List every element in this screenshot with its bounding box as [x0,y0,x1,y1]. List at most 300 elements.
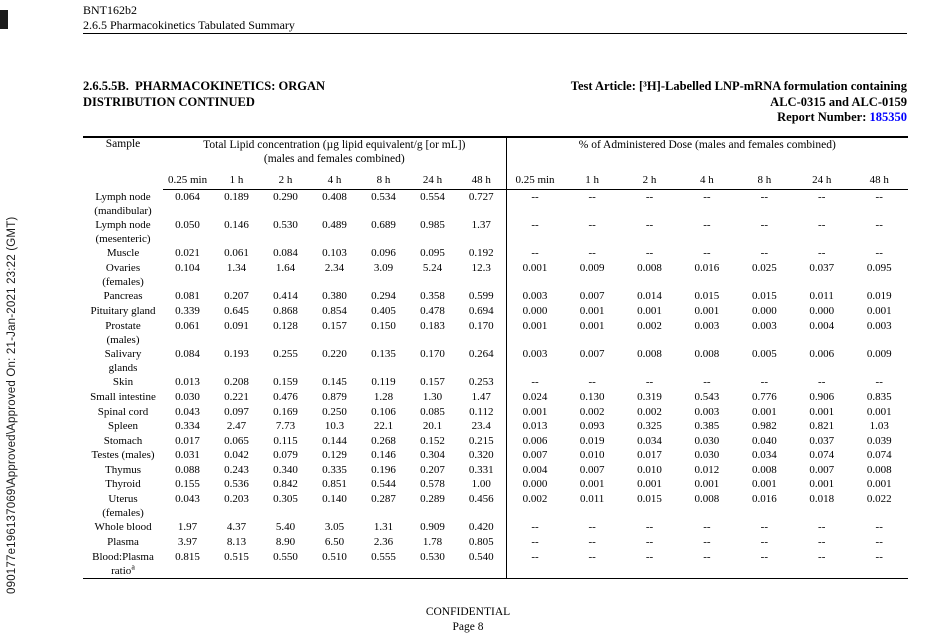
dose-value-cell: -- [588,376,596,389]
pharmacokinetics-table [83,136,908,579]
dose-value-cell: 0.004 [506,463,563,478]
dose-value-cell: 0.009 [579,261,605,274]
dose-value-cell: 0.039 [866,434,892,447]
time-column-header: 4 h [678,166,735,190]
lipid-value-cell: 1.28 [373,390,394,403]
sample-cell: Lymph node (mandibular) [94,190,152,217]
lipid-value-cell: 0.135 [371,347,396,360]
dose-value-cell: -- [588,218,596,231]
test-article-line2: ALC-0315 and ALC-0159 [770,94,907,109]
dose-value-cell: 0.034 [751,449,777,462]
sample-cell: Prostate (males) [105,319,141,346]
dose-value-cell: 0.001 [506,261,563,289]
dose-value-cell: 0.016 [751,493,777,506]
lipid-value-cell: 3.05 [324,521,345,534]
lipid-value-cell: 0.544 [371,478,396,491]
dose-value-cell: -- [703,376,711,389]
lipid-value-cell: 0.215 [468,434,494,447]
dose-value-cell: -- [506,550,563,579]
lipid-value-cell: 0.550 [273,550,298,563]
dose-value-cell: 0.022 [866,493,892,506]
lipid-value-cell: 0.146 [371,449,396,462]
dose-value-cell: -- [818,521,826,534]
lipid-value-cell: 0.287 [371,493,396,506]
lipid-value-cell: 0.358 [420,290,445,303]
dose-value-cell: 0.024 [506,390,563,405]
dose-value-cell: 0.008 [694,493,720,506]
dose-value-cell: 0.008 [866,463,892,476]
report-number-label: Report Number: [777,110,870,124]
lipid-value-cell: 0.183 [420,319,445,332]
sample-cell: Spleen [108,420,138,433]
dose-value-cell: 0.009 [866,347,892,360]
test-article-line1: Test Article: [³H]-Labelled LNP-mRNA formulation containing [570,79,907,93]
dose-value-cell: -- [875,521,883,534]
lipid-value-cell: 1.47 [471,390,491,403]
dose-value-cell: 1.03 [869,420,889,433]
dose-value-cell: -- [588,536,596,549]
lipid-value-cell: 0.103 [322,247,347,260]
table-row [83,550,908,579]
dose-value-cell: -- [506,218,563,246]
sample-cell: Plasma [107,536,139,549]
dose-value-cell: -- [875,191,883,203]
table-row [83,448,908,463]
lipid-value-cell: 0.221 [224,390,249,403]
dose-value-cell: -- [645,550,654,563]
time-column-header: 24 h [793,166,850,190]
dose-value-cell: 0.001 [637,304,662,317]
lipid-value-cell: 0.030 [175,390,200,403]
dose-value-cell: -- [875,376,883,389]
table-row [83,520,908,535]
dose-value-cell: 0.007 [809,463,835,476]
lipid-value-cell: 3.09 [373,261,394,274]
lipid-value-cell: 0.146 [224,218,249,231]
dose-value-cell: -- [875,218,883,231]
dose-value-cell: 0.018 [809,493,835,506]
dose-value-cell: 0.003 [866,319,892,332]
lipid-value-cell: 2.36 [373,536,394,549]
lipid-value-cell: 3.97 [177,536,198,549]
lipid-value-cell: 1.78 [422,536,443,549]
dose-value-cell: 0.835 [866,390,892,403]
lipid-value-cell: 0.264 [468,347,494,360]
dose-value-cell: -- [506,375,563,390]
table-row [83,289,908,304]
dose-value-cell: -- [760,550,768,563]
time-column-header: 2 h [261,166,310,190]
dose-value-cell: 0.906 [809,390,835,403]
lipid-value-cell: 1.00 [471,478,491,491]
dose-value-cell: 0.074 [866,449,892,462]
lipid-value-cell: 0.334 [175,420,200,433]
dose-value-cell: 0.003 [694,405,720,418]
table-row [83,477,908,492]
dose-value-cell: -- [703,536,711,549]
lipid-value-cell: 0.408 [322,191,347,203]
dose-value-cell: -- [703,550,711,563]
dose-value-cell: -- [875,550,883,563]
dose-value-cell: 0.015 [694,290,720,303]
dose-value-cell: 0.010 [579,449,605,462]
lipid-value-cell: 0.909 [420,521,445,534]
table-row [83,463,908,478]
dose-value-cell: -- [703,521,711,534]
dose-value-cell: 0.034 [637,434,662,447]
time-column-header: 24 h [408,166,457,190]
lipid-value-cell: 0.155 [175,478,200,491]
lipid-value-cell: 0.170 [420,347,445,360]
dose-value-cell: -- [645,218,654,231]
dose-value-cell: -- [703,191,711,203]
dose-value-cell: 0.011 [579,493,605,506]
lipid-value-cell: 0.061 [175,319,200,332]
lipid-value-cell: 0.290 [273,191,298,203]
dose-value-cell: -- [760,191,768,203]
dose-value-cell: 0.001 [694,478,720,491]
header-rule [83,33,907,34]
lipid-value-cell: 0.050 [175,218,200,231]
dose-value-cell: 0.010 [637,463,662,476]
dose-value-cell: 0.008 [637,347,662,360]
dose-value-cell: 0.003 [751,319,777,332]
lipid-value-cell: 0.380 [322,290,347,303]
lipid-value-cell: 0.689 [371,218,396,231]
confidential-label: CONFIDENTIAL [425,606,511,618]
lipid-value-cell: 1.30 [422,390,443,403]
dose-value-cell: 0.000 [506,477,563,492]
dose-value-cell: -- [875,536,883,549]
dose-value-cell: 0.007 [579,290,605,303]
lipid-value-cell: 0.220 [322,347,347,360]
dose-value-cell: 0.325 [637,420,662,433]
lipid-value-cell: 2.34 [324,261,345,274]
lipid-group-header-line2: (males and females combined) [263,153,405,165]
lipid-value-cell: 0.478 [420,304,445,317]
dose-value-cell: 0.385 [694,420,720,433]
sample-cell: Blood:Plasma ratio$^a$ [92,550,154,577]
dose-value-cell: 0.001 [506,405,563,420]
dose-value-cell: -- [645,521,654,534]
lipid-value-cell: 0.534 [371,191,396,203]
section-heading [83,79,413,126]
dose-value-cell: 0.095 [866,261,892,274]
dose-value-cell: 0.000 [506,304,563,319]
dose-value-cell: 0.016 [694,261,720,274]
dose-value-cell: -- [818,550,826,563]
page-number: Page 8 [452,621,484,633]
sample-cell: Thyroid [105,478,141,491]
dose-value-cell: 0.030 [694,434,720,447]
sample-cell: Pancreas [103,290,143,303]
lipid-value-cell: 0.320 [468,449,494,462]
lipid-value-cell: 0.189 [224,191,249,203]
lipid-value-cell: 0.021 [175,247,200,260]
lipid-value-cell: 0.157 [420,376,445,389]
dose-value-cell: 0.008 [751,463,777,476]
lipid-value-cell: 0.065 [224,434,249,447]
lipid-value-cell: 0.515 [224,550,249,563]
lipid-value-cell: 0.096 [371,247,396,260]
table-row [83,535,908,550]
dose-value-cell: -- [645,536,654,549]
time-column-header: 8 h [359,166,408,190]
dose-value-cell: -- [588,521,596,534]
dose-value-cell: -- [760,536,768,549]
dose-value-cell: 0.001 [506,319,563,347]
dose-value-cell: 0.001 [579,319,605,332]
lipid-value-cell: 0.064 [175,191,200,203]
dose-value-cell: -- [703,247,711,260]
dose-value-cell: 0.543 [694,390,720,403]
lipid-value-cell: 1.31 [373,521,394,534]
table-row [83,347,908,375]
lipid-value-cell: 0.152 [420,434,445,447]
lipid-value-cell: 0.112 [469,405,494,418]
lipid-value-cell: 0.243 [224,463,249,476]
dose-value-cell: -- [645,247,654,260]
dose-value-cell: 0.025 [751,261,777,274]
document-header [83,3,907,32]
dose-value-cell: 0.776 [751,390,777,403]
lipid-value-cell: 0.305 [273,493,298,506]
document-subtitle: 2.6.5 Pharmacokinetics Tabulated Summary [83,17,295,32]
dose-value-cell: 0.001 [751,405,777,418]
lipid-value-cell: 0.119 [371,376,396,389]
table-body [83,190,908,579]
sample-column-header: Sample [105,138,141,150]
lipid-value-cell: 0.340 [273,463,298,476]
lipid-value-cell: 0.042 [224,449,249,462]
lipid-value-cell: 0.530 [273,218,298,231]
dose-value-cell: 0.002 [637,405,662,418]
dose-value-cell: 0.007 [506,448,563,463]
lipid-value-cell: 0.043 [175,493,200,506]
lipid-value-cell: 0.084 [273,247,298,260]
sample-cell: Ovaries (females) [102,261,144,289]
dose-group-header: % of Administered Dose (males and females combined) [506,137,908,166]
dose-value-cell: 0.003 [506,347,563,375]
sample-cell: Pituitary gland [90,304,156,317]
lipid-value-cell: 5.40 [275,521,296,534]
lipid-value-cell: 0.128 [273,319,298,332]
lipid-value-cell: 0.289 [420,493,445,506]
approval-stamp-text: 090177e196137069\Approved\Approved On: 21-Jan-2021 23:22 (GMT) [6,216,18,594]
lipid-value-cell: 0.294 [371,290,396,303]
lipid-value-cell: 0.489 [322,218,347,231]
dose-value-cell: 0.008 [637,261,662,274]
lipid-value-cell: 1.97 [177,521,198,534]
lipid-value-cell: 0.331 [468,463,494,476]
sample-cell: Small intestine [90,390,156,403]
lipid-value-cell: 0.043 [175,405,200,418]
table-row [83,304,908,319]
dose-value-cell: 0.000 [751,304,777,317]
table-row [83,390,908,405]
table-row [83,375,908,390]
lipid-value-cell: 0.599 [468,290,494,303]
lipid-value-cell: 0.868 [273,304,298,317]
lipid-value-cell: 0.456 [468,493,494,506]
lipid-value-cell: 0.554 [420,191,445,203]
lipid-value-cell: 0.727 [468,191,494,203]
lipid-value-cell: 0.253 [468,376,494,389]
dose-value-cell: 0.001 [579,478,605,491]
lipid-value-cell: 0.476 [273,390,298,403]
sample-cell: Muscle [106,247,140,260]
dose-value-cell: 0.040 [751,434,777,447]
time-column-header: 1 h [212,166,261,190]
dose-value-cell: 0.003 [506,289,563,304]
lipid-value-cell: 0.091 [224,319,249,332]
dose-value-cell: 0.015 [751,290,777,303]
time-column-header: 8 h [736,166,793,190]
dose-value-cell: 0.001 [809,405,835,418]
lipid-group-header-line1: Total Lipid concentration (µg lipid equivalent/g [or mL]) [203,139,466,151]
test-article-block [437,79,907,126]
document-title: BNT162b2 [83,3,137,17]
lipid-value-cell: 0.335 [322,463,347,476]
lipid-value-cell: 0.250 [322,405,347,418]
dose-value-cell: 0.003 [694,319,720,332]
lipid-value-cell: 5.24 [422,261,443,274]
dose-value-cell: 0.019 [579,434,605,447]
table-row [83,405,908,420]
lipid-value-cell: 0.095 [420,247,445,260]
lipid-value-cell: 1.64 [275,261,296,274]
lipid-value-cell: 0.106 [371,405,396,418]
lipid-value-cell: 0.144 [322,434,347,447]
lipid-value-cell: 0.420 [468,521,494,534]
dose-value-cell: 0.019 [866,290,892,303]
dose-value-cell: 0.001 [751,478,777,491]
lipid-value-cell: 0.104 [175,261,200,274]
dose-value-cell: -- [645,376,654,389]
lipid-value-cell: 7.73 [275,420,296,433]
dose-value-cell: -- [818,218,826,231]
dose-value-cell: 0.821 [809,420,835,433]
lipid-value-cell: 0.169 [273,405,298,418]
dose-value-cell: 0.007 [579,463,605,476]
dose-value-cell: -- [645,191,654,203]
dose-value-cell: -- [760,376,768,389]
dose-value-cell: 0.006 [809,347,835,360]
time-column-header: 2 h [621,166,678,190]
lipid-value-cell: 1.37 [471,218,491,231]
time-column-header: 4 h [310,166,359,190]
dose-value-cell: 0.001 [866,405,892,418]
dose-value-cell: 0.130 [579,390,605,403]
dose-value-cell: 0.004 [809,319,835,332]
lipid-value-cell: 0.079 [273,449,298,462]
dose-value-cell: 0.093 [579,420,605,433]
table-row [83,261,908,289]
dose-value-cell: 0.001 [637,478,662,491]
dose-value-cell: 0.013 [506,419,563,434]
lipid-value-cell: 0.854 [322,304,347,317]
dose-value-cell: -- [760,521,768,534]
lipid-value-cell: 0.645 [224,304,249,317]
lipid-value-cell: 0.081 [175,290,200,303]
dose-value-cell: -- [818,191,826,203]
table-row [83,246,908,261]
dose-value-cell: 0.037 [809,434,835,447]
lipid-value-cell: 0.207 [420,463,445,476]
lipid-value-cell: 0.150 [371,319,396,332]
lipid-value-cell: 0.555 [371,550,396,563]
table-row [83,419,908,434]
report-number-link[interactable]: 185350 [869,110,907,124]
lipid-value-cell: 0.193 [224,347,249,360]
lipid-value-cell: 0.842 [273,478,298,491]
lipid-value-cell: 0.510 [322,550,347,563]
sample-cell: Thymus [104,463,142,476]
lipid-value-cell: 12.3 [471,261,491,274]
lipid-value-cell: 0.088 [175,463,200,476]
time-column-header: 0.25 min [163,166,212,190]
lipid-value-cell: 8.13 [226,536,247,549]
lipid-value-cell: 0.203 [224,493,249,506]
time-column-header: 48 h [850,166,908,190]
dose-value-cell: 0.074 [809,449,835,462]
dose-value-cell: -- [506,246,563,261]
lipid-value-cell: 0.815 [175,550,200,563]
sample-cell: Uterus (females) [102,493,144,520]
lipid-value-cell: 4.37 [226,521,247,534]
time-column-header: 0.25 min [506,166,563,190]
dose-value-cell: 0.030 [694,449,720,462]
lipid-value-cell: 0.985 [420,218,445,231]
dose-value-cell: 0.008 [694,347,720,360]
lipid-value-cell: 20.1 [422,420,443,433]
dose-value-cell: -- [875,247,883,260]
table-row [83,492,908,520]
lipid-value-cell: 0.013 [175,376,200,389]
lipid-value-cell: 23.4 [471,420,491,433]
dose-value-cell: 0.006 [506,434,563,449]
lipid-group-header [163,137,506,166]
lipid-value-cell: 0.140 [322,493,347,506]
lipid-value-cell: 0.851 [322,478,347,491]
dose-value-cell: 0.011 [809,290,834,303]
lipid-value-cell: 0.268 [371,434,396,447]
dose-value-cell: 0.000 [809,304,835,317]
dose-value-cell: -- [588,247,596,260]
lipid-value-cell: 10.3 [324,420,345,433]
dose-value-cell: 0.001 [866,304,892,317]
time-column-header: 48 h [457,166,506,190]
lipid-value-cell: 0.157 [322,319,347,332]
lipid-value-cell: 0.129 [322,449,347,462]
lipid-value-cell: 0.196 [371,463,396,476]
dose-value-cell: -- [506,535,563,550]
dose-value-cell: 0.007 [579,347,605,360]
time-header-row [83,166,908,190]
section-title-block [83,79,907,126]
dose-value-cell: 0.002 [506,492,563,520]
lipid-value-cell: 0.405 [371,304,396,317]
lipid-value-cell: 0.145 [322,376,347,389]
dose-value-cell: 0.017 [637,449,662,462]
lipid-value-cell: 22.1 [373,420,394,433]
lipid-value-cell: 0.414 [273,290,298,303]
dose-value-cell: 0.037 [809,261,835,274]
dose-value-cell: -- [818,536,826,549]
dose-value-cell: 0.001 [694,304,720,317]
sample-cell: Lymph node (mesenteric) [95,218,151,246]
dose-value-cell: 0.001 [866,478,892,491]
